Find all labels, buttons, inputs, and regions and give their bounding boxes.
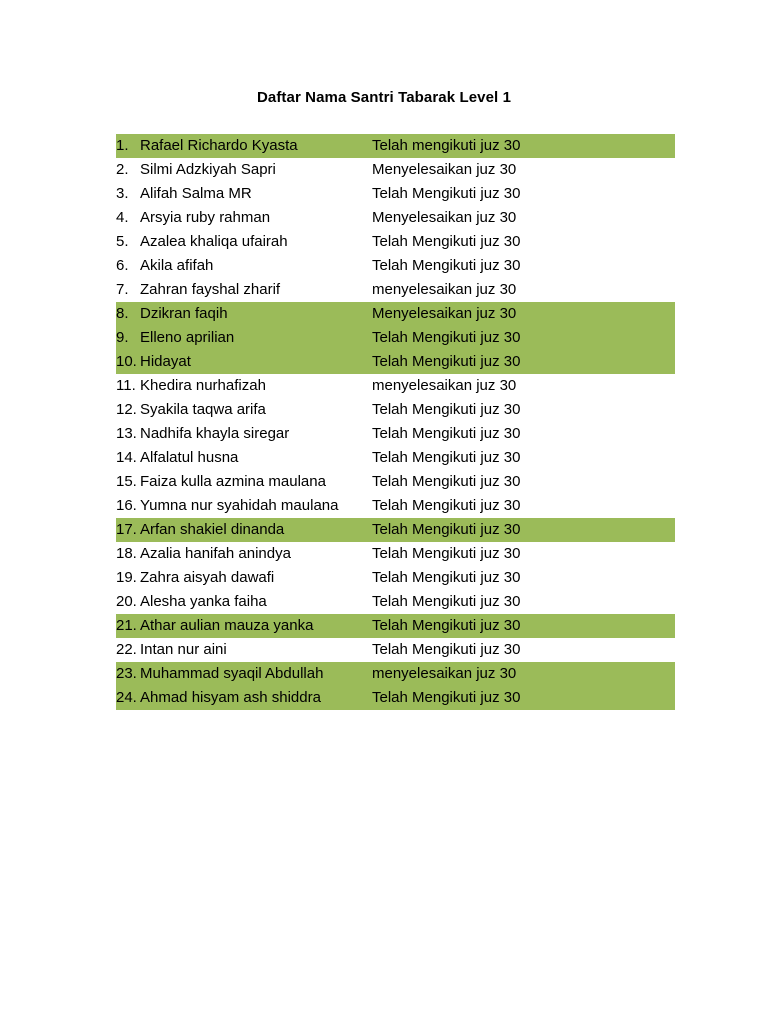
student-name: Silmi Adzkiyah Sapri: [140, 161, 276, 178]
student-name: Nadhifa khayla siregar: [140, 425, 290, 442]
row-number: 21.: [116, 617, 137, 634]
row-number: 17.: [116, 521, 137, 538]
student-row: [116, 662, 675, 686]
row-number: 19.: [116, 569, 137, 586]
document-title: Daftar Nama Santri Tabarak Level 1: [256, 89, 512, 106]
student-name: Yumna nur syahidah maulana: [140, 497, 339, 514]
row-number: 16.: [116, 497, 137, 514]
student-row: [116, 446, 675, 470]
row-number: 7.: [116, 281, 129, 298]
student-status: Telah Mengikuti juz 30: [372, 257, 521, 274]
student-status: Telah Mengikuti juz 30: [372, 449, 521, 466]
row-number: 2.: [116, 161, 129, 178]
row-number: 10.: [116, 353, 137, 370]
student-row: [116, 158, 675, 182]
student-name: Alesha yanka faiha: [140, 593, 267, 610]
student-name: Faiza kulla azmina maulana: [140, 473, 326, 490]
student-status: Telah Mengikuti juz 30: [372, 497, 521, 514]
row-number: 12.: [116, 401, 137, 418]
student-name: Azalea khaliqa ufairah: [140, 233, 288, 250]
student-row: [116, 374, 675, 398]
student-name: Elleno aprilian: [140, 329, 235, 346]
row-number: 1.: [116, 137, 129, 154]
student-status: Telah Mengikuti juz 30: [372, 689, 521, 706]
row-number: 11.: [116, 377, 136, 394]
student-status: Telah Mengikuti juz 30: [372, 401, 521, 418]
student-status: Menyelesaikan juz 30: [372, 161, 517, 178]
row-number: 18.: [116, 545, 137, 562]
student-row: [116, 206, 675, 230]
student-name: Athar aulian mauza yanka: [140, 617, 314, 634]
student-status: Telah Mengikuti juz 30: [372, 353, 521, 370]
student-status: Telah Mengikuti juz 30: [372, 473, 521, 490]
student-row: [116, 638, 675, 662]
student-status: menyelesaikan juz 30: [372, 665, 517, 682]
student-row: [116, 302, 675, 326]
student-row: [116, 686, 675, 710]
student-row: [116, 542, 675, 566]
row-number: 22.: [116, 641, 137, 658]
student-list: [116, 134, 675, 710]
student-status: Telah Mengikuti juz 30: [372, 569, 521, 586]
student-name: Zahra aisyah dawafi: [140, 569, 275, 586]
student-name: Azalia hanifah anindya: [140, 545, 291, 562]
student-status: Telah Mengikuti juz 30: [372, 641, 521, 658]
row-number: 13.: [116, 425, 137, 442]
row-number: 4.: [116, 209, 129, 226]
student-row: [116, 326, 675, 350]
student-status: Telah Mengikuti juz 30: [372, 617, 521, 634]
student-name: Dzikran faqih: [140, 305, 228, 322]
student-status: Telah Mengikuti juz 30: [372, 329, 521, 346]
student-status: Telah Mengikuti juz 30: [372, 593, 521, 610]
student-status: Telah Mengikuti juz 30: [372, 185, 521, 202]
row-number: 24.: [116, 689, 137, 706]
student-row: [116, 422, 675, 446]
row-number: 8.: [116, 305, 129, 322]
student-status: Menyelesaikan juz 30: [372, 209, 517, 226]
row-number: 3.: [116, 185, 129, 202]
student-row: [116, 278, 675, 302]
student-name: Arfan shakiel dinanda: [140, 521, 285, 538]
row-number: 6.: [116, 257, 129, 274]
student-row: [116, 398, 675, 422]
student-row: [116, 254, 675, 278]
student-row: [116, 518, 675, 542]
student-name: Akila afifah: [140, 257, 214, 274]
student-status: Telah Mengikuti juz 30: [372, 545, 521, 562]
student-name: Hidayat: [140, 353, 191, 370]
student-name: Arsyia ruby rahman: [140, 209, 271, 226]
student-row: [116, 590, 675, 614]
student-status: menyelesaikan juz 30: [372, 281, 517, 298]
student-name: Zahran fayshal zharif: [140, 281, 281, 298]
student-row: [116, 566, 675, 590]
student-status: menyelesaikan juz 30: [372, 377, 517, 394]
student-name: Alifah Salma MR: [140, 185, 252, 202]
student-name: Muhammad syaqil Abdullah: [140, 665, 324, 682]
row-number: 5.: [116, 233, 129, 250]
student-row: [116, 230, 675, 254]
student-status: Telah Mengikuti juz 30: [372, 233, 521, 250]
student-name: Alfalatul husna: [140, 449, 239, 466]
student-name: Ahmad hisyam ash shiddra: [140, 689, 321, 706]
student-row: [116, 134, 675, 158]
row-number: 14.: [116, 449, 137, 466]
row-number: 23.: [116, 665, 137, 682]
row-number: 15.: [116, 473, 137, 490]
student-name: Khedira nurhafizah: [140, 377, 266, 394]
student-row: [116, 470, 675, 494]
student-row: [116, 350, 675, 374]
student-row: [116, 494, 675, 518]
student-name: Rafael Richardo Kyasta: [140, 137, 298, 154]
student-name: Intan nur aini: [140, 641, 227, 658]
student-status: Telah mengikuti juz 30: [372, 137, 521, 154]
student-status: Menyelesaikan juz 30: [372, 305, 517, 322]
student-status: Telah Mengikuti juz 30: [372, 425, 521, 442]
student-row: [116, 614, 675, 638]
student-row: [116, 182, 675, 206]
row-number: 20.: [116, 593, 137, 610]
student-name: Syakila taqwa arifa: [140, 401, 266, 418]
row-number: 9.: [116, 329, 129, 346]
student-status: Telah Mengikuti juz 30: [372, 521, 521, 538]
